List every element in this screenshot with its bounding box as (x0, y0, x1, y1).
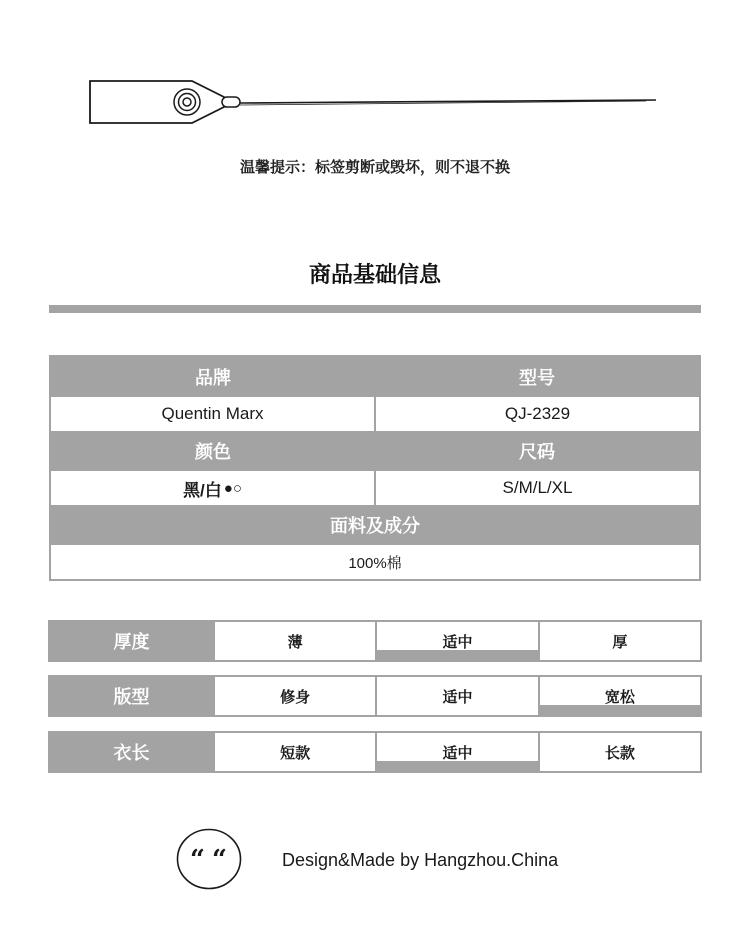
brand-label: 品牌 (195, 368, 231, 388)
length-option-short: 短款 (215, 733, 375, 771)
basic-info-table (49, 355, 701, 581)
color-swatch-icons: ●○ (223, 479, 242, 497)
table-row (51, 545, 699, 579)
color-value: 黑/白 (183, 480, 222, 500)
table-header-row (51, 431, 699, 471)
tag-warning-notice: 温馨提示：标签剪断或毁坏，则不退不换 (239, 159, 510, 176)
length-option-regular: 适中 (377, 733, 537, 771)
fit-option-slim: 修身 (215, 677, 375, 715)
table-row (51, 397, 699, 431)
fit-row (48, 675, 702, 717)
hang-tag-icon (86, 76, 660, 128)
color-label: 颜色 (195, 442, 231, 462)
length-option-long: 长款 (540, 733, 700, 771)
model-label: 型号 (519, 368, 555, 388)
quote-marks-icon (176, 828, 242, 890)
title-divider (49, 305, 701, 313)
footer-credit: Design&Made by Hangzhou.China (282, 850, 559, 870)
material-value: 100%棉 (348, 554, 402, 572)
table-header-row (51, 505, 699, 545)
size-label: 尺码 (519, 442, 555, 462)
brand-value: Quentin Marx (161, 404, 264, 423)
material-label: 面料及成分 (330, 516, 420, 536)
model-value: QJ-2329 (374, 397, 699, 431)
size-value: S/M/L/XL (374, 471, 699, 505)
table-row (51, 471, 699, 505)
table-header-row (51, 357, 699, 397)
svg-text:“: “ (190, 845, 205, 875)
length-row (48, 731, 702, 773)
thickness-row (48, 620, 702, 662)
thickness-option-thick: 厚 (540, 622, 700, 660)
page-title: 商品基础信息 (308, 262, 441, 287)
color-cell (51, 471, 374, 505)
svg-text:“: “ (212, 845, 227, 875)
fit-option-regular: 适中 (377, 677, 537, 715)
thickness-label: 厚度 (113, 632, 150, 652)
thickness-option-medium: 适中 (377, 622, 537, 660)
length-label: 衣长 (113, 743, 150, 763)
fit-option-loose: 宽松 (540, 677, 700, 715)
fit-label: 版型 (113, 687, 150, 707)
thickness-option-thin: 薄 (215, 622, 375, 660)
